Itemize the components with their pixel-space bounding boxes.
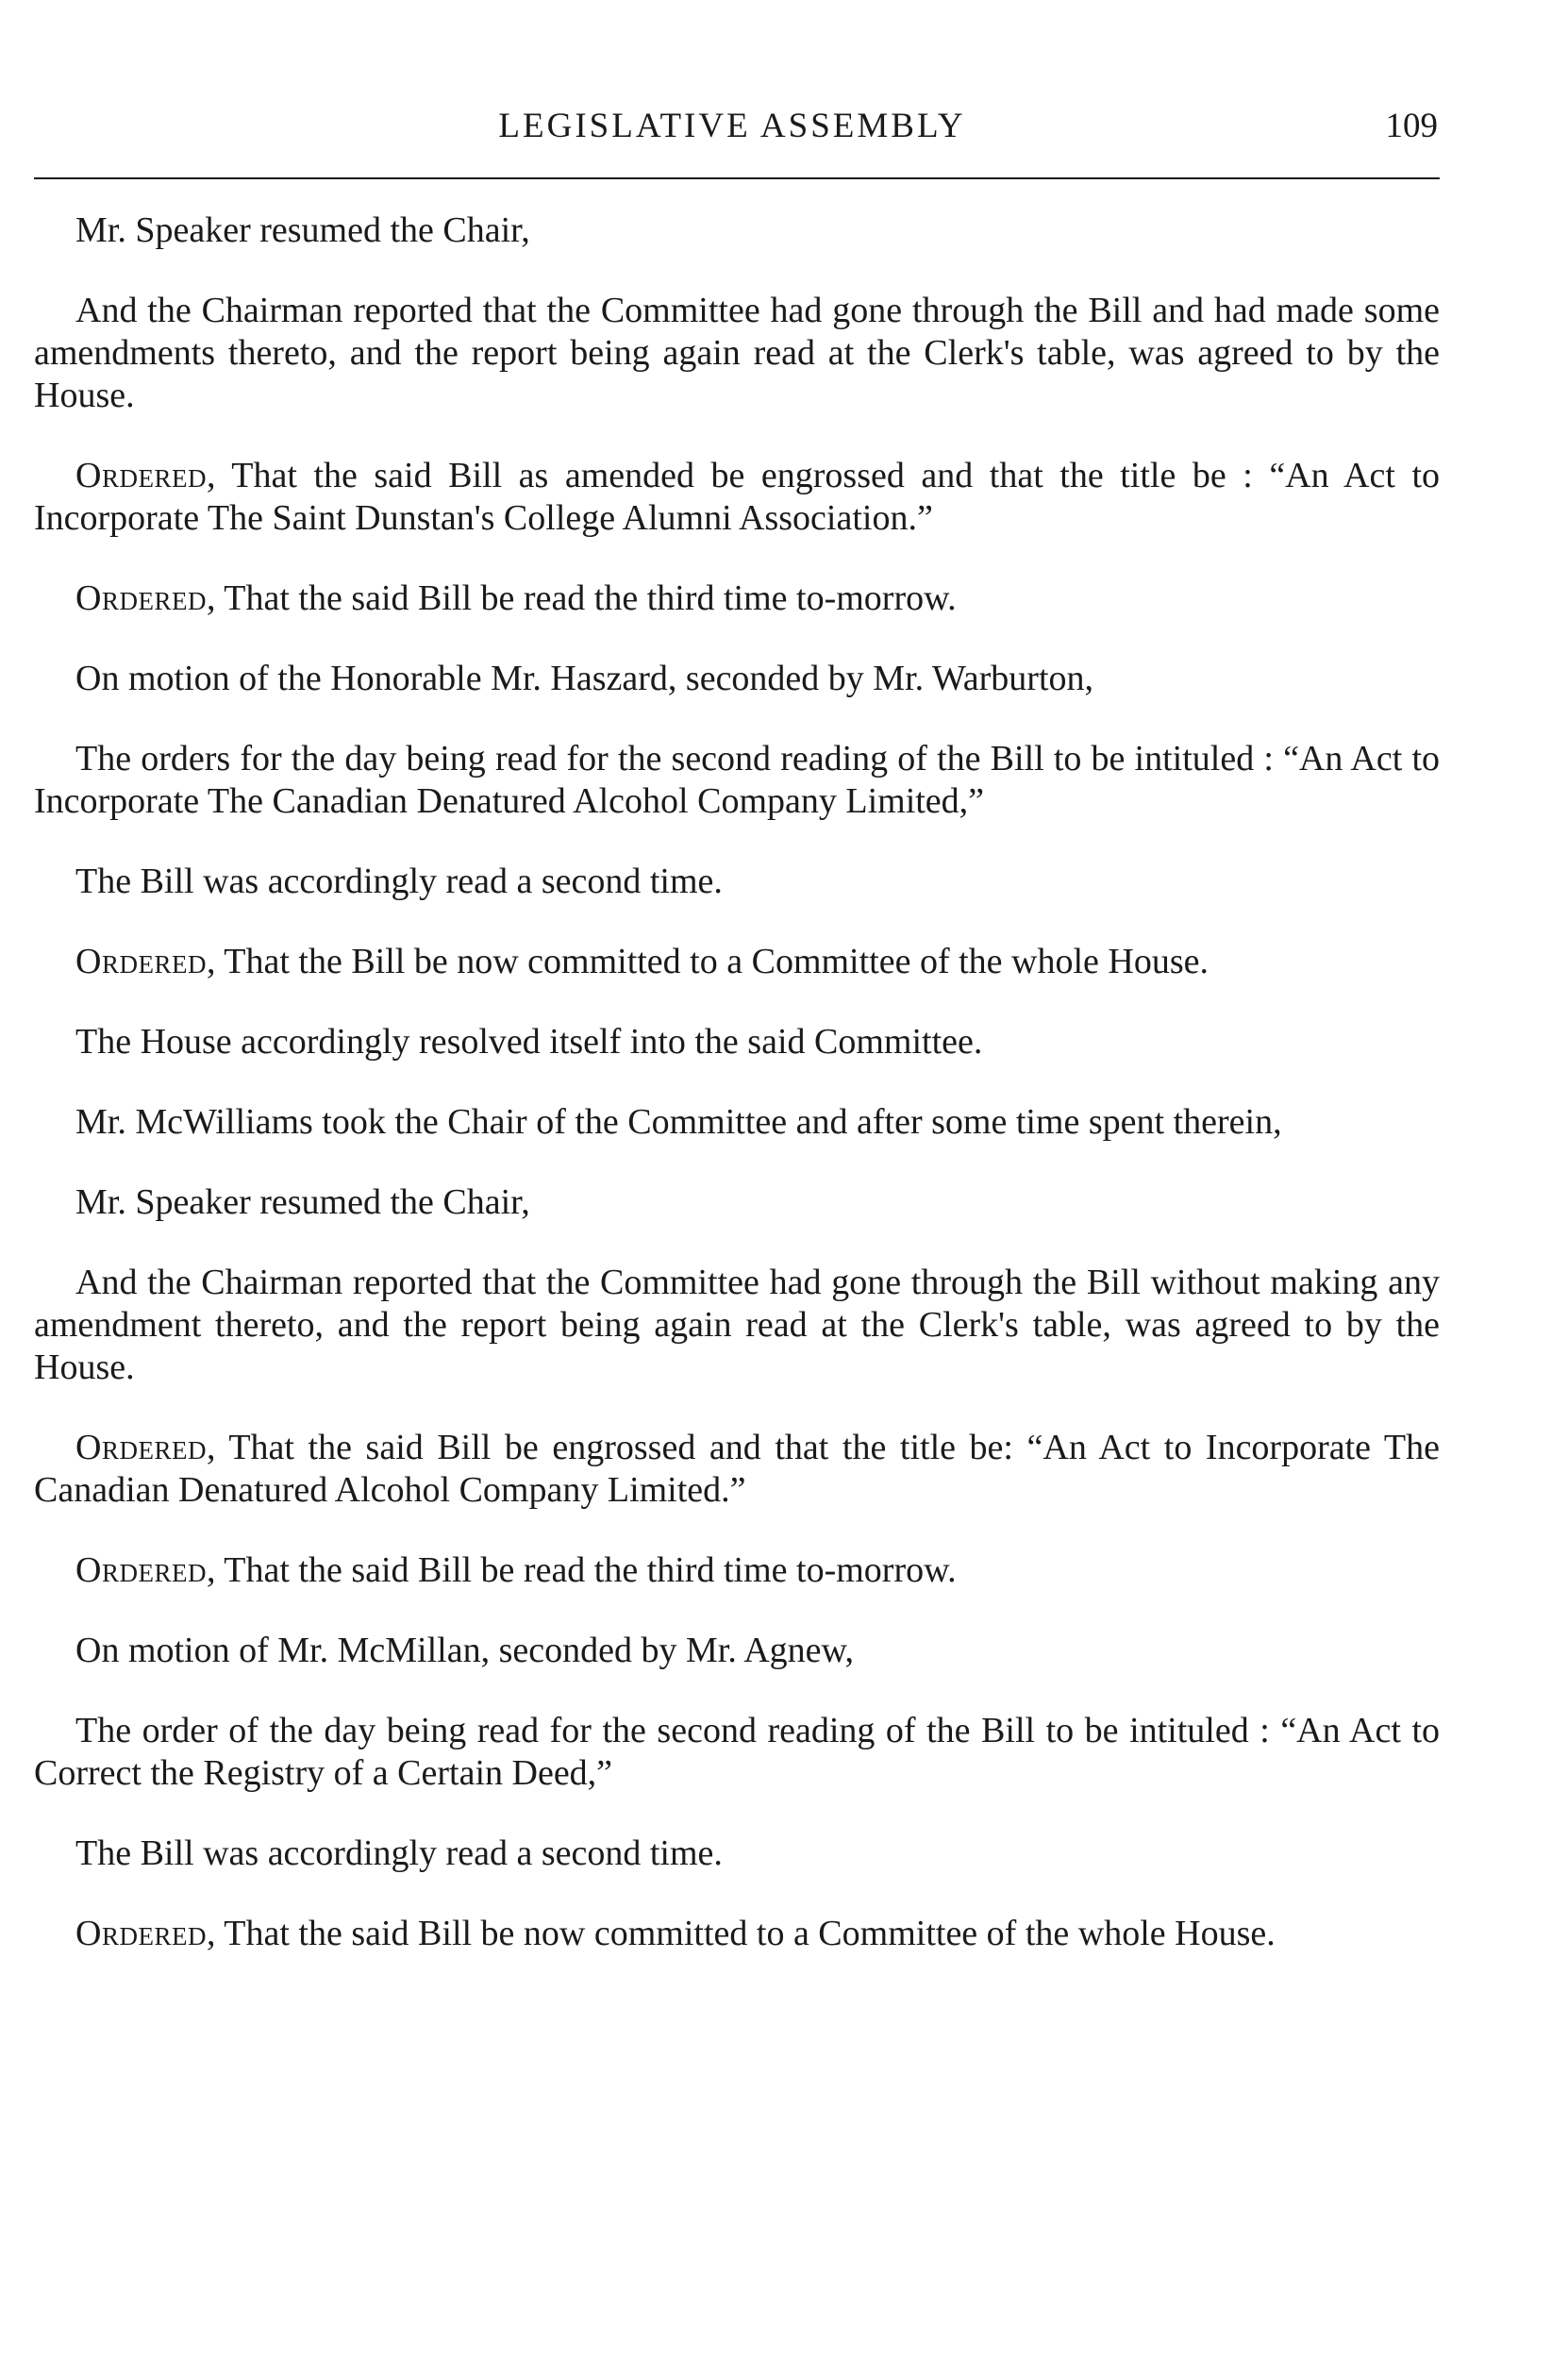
- paragraph-text: The Bill was accordingly read a second time.: [75, 1833, 723, 1873]
- page-number: 109: [1385, 107, 1438, 145]
- paragraph: [34, 1021, 1440, 1063]
- paragraph-lead: Ordered: [75, 1550, 207, 1590]
- paragraph-text: The House accordingly resolved itself into the said Committee.: [75, 1022, 983, 1062]
- paragraph: [34, 1262, 1440, 1389]
- paragraph: [34, 290, 1440, 417]
- paragraph-text: , That the Bill be now committed to a Committee of the whole House.: [206, 942, 1209, 981]
- paragraph: [34, 1710, 1440, 1795]
- body-text: [34, 209, 1440, 1993]
- paragraph-text: And the Chairman reported that the Committee had gone through the Bill and had made some amendments thereto, and the report being again read at the Clerk's table, was agreed to by the House.: [34, 291, 1440, 415]
- paragraph: [34, 455, 1440, 540]
- paragraph-text: Mr. Speaker resumed the Chair,: [75, 210, 530, 250]
- paragraph-text: , That the said Bill as amended be engrossed and that the title be : “An Act to Incorporate The Saint Dunstan's College Alumni Association.”: [34, 456, 1440, 538]
- paragraph-lead: Ordered: [75, 1428, 207, 1467]
- paragraph: [34, 1913, 1440, 1955]
- paragraph-text: , That the said Bill be read the third time to-morrow.: [206, 578, 957, 618]
- paragraph-text: On motion of the Honorable Mr. Haszard, seconded by Mr. Warburton,: [75, 659, 1094, 698]
- paragraph: [34, 209, 1440, 252]
- paragraph-text: On motion of Mr. McMillan, seconded by Mr. Agnew,: [75, 1631, 855, 1670]
- paragraph: [34, 861, 1440, 903]
- paragraph-lead: Ordered: [75, 1914, 207, 1953]
- paragraph: [34, 941, 1440, 983]
- paragraph: [34, 658, 1440, 700]
- paragraph-lead: Ordered: [75, 578, 207, 618]
- paragraph-text: The orders for the day being read for the second reading of the Bill to be intituled : “An Act to Incorporate The Canadian Denatured Alcohol Company Limited,”: [34, 739, 1440, 821]
- paragraph-text: , That the said Bill be engrossed and that the title be: “An Act to Incorporate The Canadian Denatured Alcohol Company Limited.”: [34, 1428, 1440, 1510]
- running-head-title: LEGISLATIVE ASSEMBLY: [498, 107, 966, 145]
- paragraph: [34, 1630, 1440, 1672]
- paragraph: [34, 1427, 1440, 1512]
- paragraph-text: The order of the day being read for the second reading of the Bill to be intituled : “An Act to Correct the Registry of a Certain Deed,”: [34, 1711, 1440, 1793]
- header-rule: [34, 177, 1440, 179]
- paragraph: [34, 1181, 1440, 1224]
- paragraph-text: The Bill was accordingly read a second time.: [75, 862, 723, 901]
- paragraph: [34, 738, 1440, 823]
- paragraph: [34, 1101, 1440, 1144]
- paragraph: [34, 1833, 1440, 1875]
- paragraph-text: Mr. McWilliams took the Chair of the Committee and after some time spent therein,: [75, 1102, 1282, 1142]
- paragraph-text: , That the said Bill be read the third time to-morrow.: [206, 1550, 957, 1590]
- paragraph-text: And the Chairman reported that the Committee had gone through the Bill without making any amendment thereto, and the report being again read at the Clerk's table, was agreed to by the House.: [34, 1263, 1440, 1387]
- paragraph: [34, 1549, 1440, 1592]
- paragraph-lead: Ordered: [75, 456, 207, 495]
- running-head: [34, 0, 1438, 179]
- paragraph-text: , That the said Bill be now committed to a Committee of the whole House.: [206, 1914, 1276, 1953]
- paragraph-lead: Ordered: [75, 942, 207, 981]
- paragraph: [34, 577, 1440, 620]
- document-page: [34, 0, 1440, 1953]
- paragraph-text: Mr. Speaker resumed the Chair,: [75, 1182, 530, 1222]
